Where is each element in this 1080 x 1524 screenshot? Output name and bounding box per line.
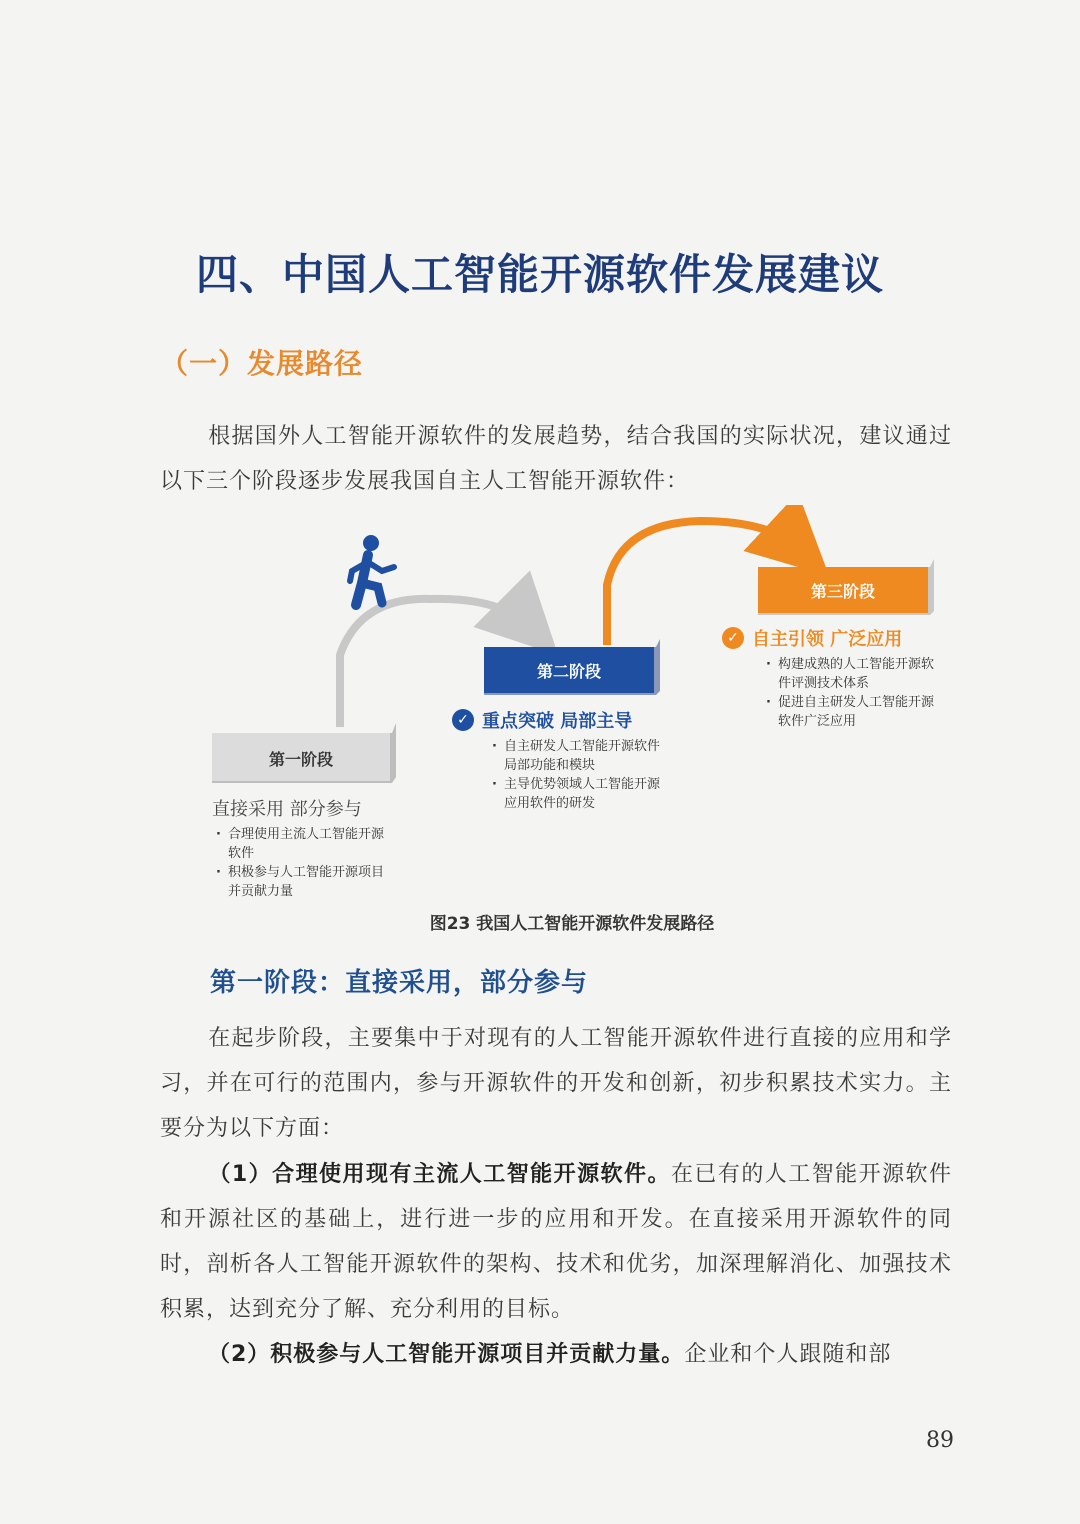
development-path-figure <box>160 505 960 945</box>
paragraph-2-text: 在已有的人工智能开源软件和开源社区的基础上，进行进一步的应用和开发。在直接采用开源软件的同时，剖析各人工智能开源软件的架构、技术和优劣，加深理解消化、加强技术积累，达到充分了解、充分利用的目标。 <box>160 1162 952 1322</box>
paragraph-3-text: 企业和个人跟随和部 <box>684 1342 892 1367</box>
stage1-label: 第一阶段 <box>268 749 333 769</box>
stage1-heading: 直接采用 部分参与 <box>212 799 362 820</box>
stage1-bullets <box>214 825 394 901</box>
paragraph-2-bold: （1）合理使用现有主流人工智能开源软件。 <box>208 1162 671 1187</box>
stage3-bullet: · 促进自主研发人工智能开源软件广泛应用 <box>764 693 940 731</box>
section-title: （一）发展路径 <box>160 347 364 380</box>
stage2-bullets <box>490 737 670 813</box>
check-circle-icon: ✓ <box>722 627 744 649</box>
stage2-bullet: · 主导优势领域人工智能开源应用软件的研发 <box>490 775 670 813</box>
paragraph-1 <box>160 1016 952 1151</box>
stage2-heading-row <box>452 707 632 733</box>
stage3-label: 第三阶段 <box>810 581 875 601</box>
paragraph-1-text: 在起步阶段，主要集中于对现有的人工智能开源软件进行直接的应用和学习，并在可行的范围内，参与开源软件的开发和创新，初步积累技术实力。主要分为以下方面： <box>160 1026 952 1141</box>
stage1-section-heading: 第一阶段：直接采用，部分参与 <box>210 968 589 998</box>
chapter-title: 四、中国人工智能开源软件发展建议 <box>195 250 884 299</box>
stage2-bullet: · 自主研发人工智能开源软件局部功能和模块 <box>490 737 670 775</box>
stage2-label: 第二阶段 <box>536 661 601 681</box>
figure-caption: 图23 我国人工智能开源软件发展路径 <box>429 914 715 934</box>
stage3-heading-row <box>722 625 902 651</box>
stage3-heading: 自主引领 广泛应用 <box>752 629 903 650</box>
page-number: 89 <box>926 1428 954 1453</box>
check-circle-icon: ✓ <box>452 709 474 731</box>
paragraph-2 <box>160 1152 952 1332</box>
stage1-bullet: · 积极参与人工智能开源项目并贡献力量 <box>214 863 394 901</box>
intro-paragraph <box>160 414 952 504</box>
paragraph-3-bold: （2）积极参与人工智能开源项目并贡献力量。 <box>208 1342 685 1367</box>
stage3-bullet: · 构建成熟的人工智能开源软件评测技术体系 <box>764 655 940 693</box>
stage3-bullets <box>764 655 940 731</box>
paragraph-3 <box>160 1332 952 1377</box>
stage2-heading: 重点突破 局部主导 <box>482 711 633 732</box>
walking-person-icon <box>350 535 394 605</box>
stage1-bullet: · 合理使用主流人工智能开源软件 <box>214 825 394 863</box>
intro-text: 根据国外人工智能开源软件的发展趋势，结合我国的实际状况，建议通过以下三个阶段逐步发展我国自主人工智能开源软件： <box>160 424 952 494</box>
